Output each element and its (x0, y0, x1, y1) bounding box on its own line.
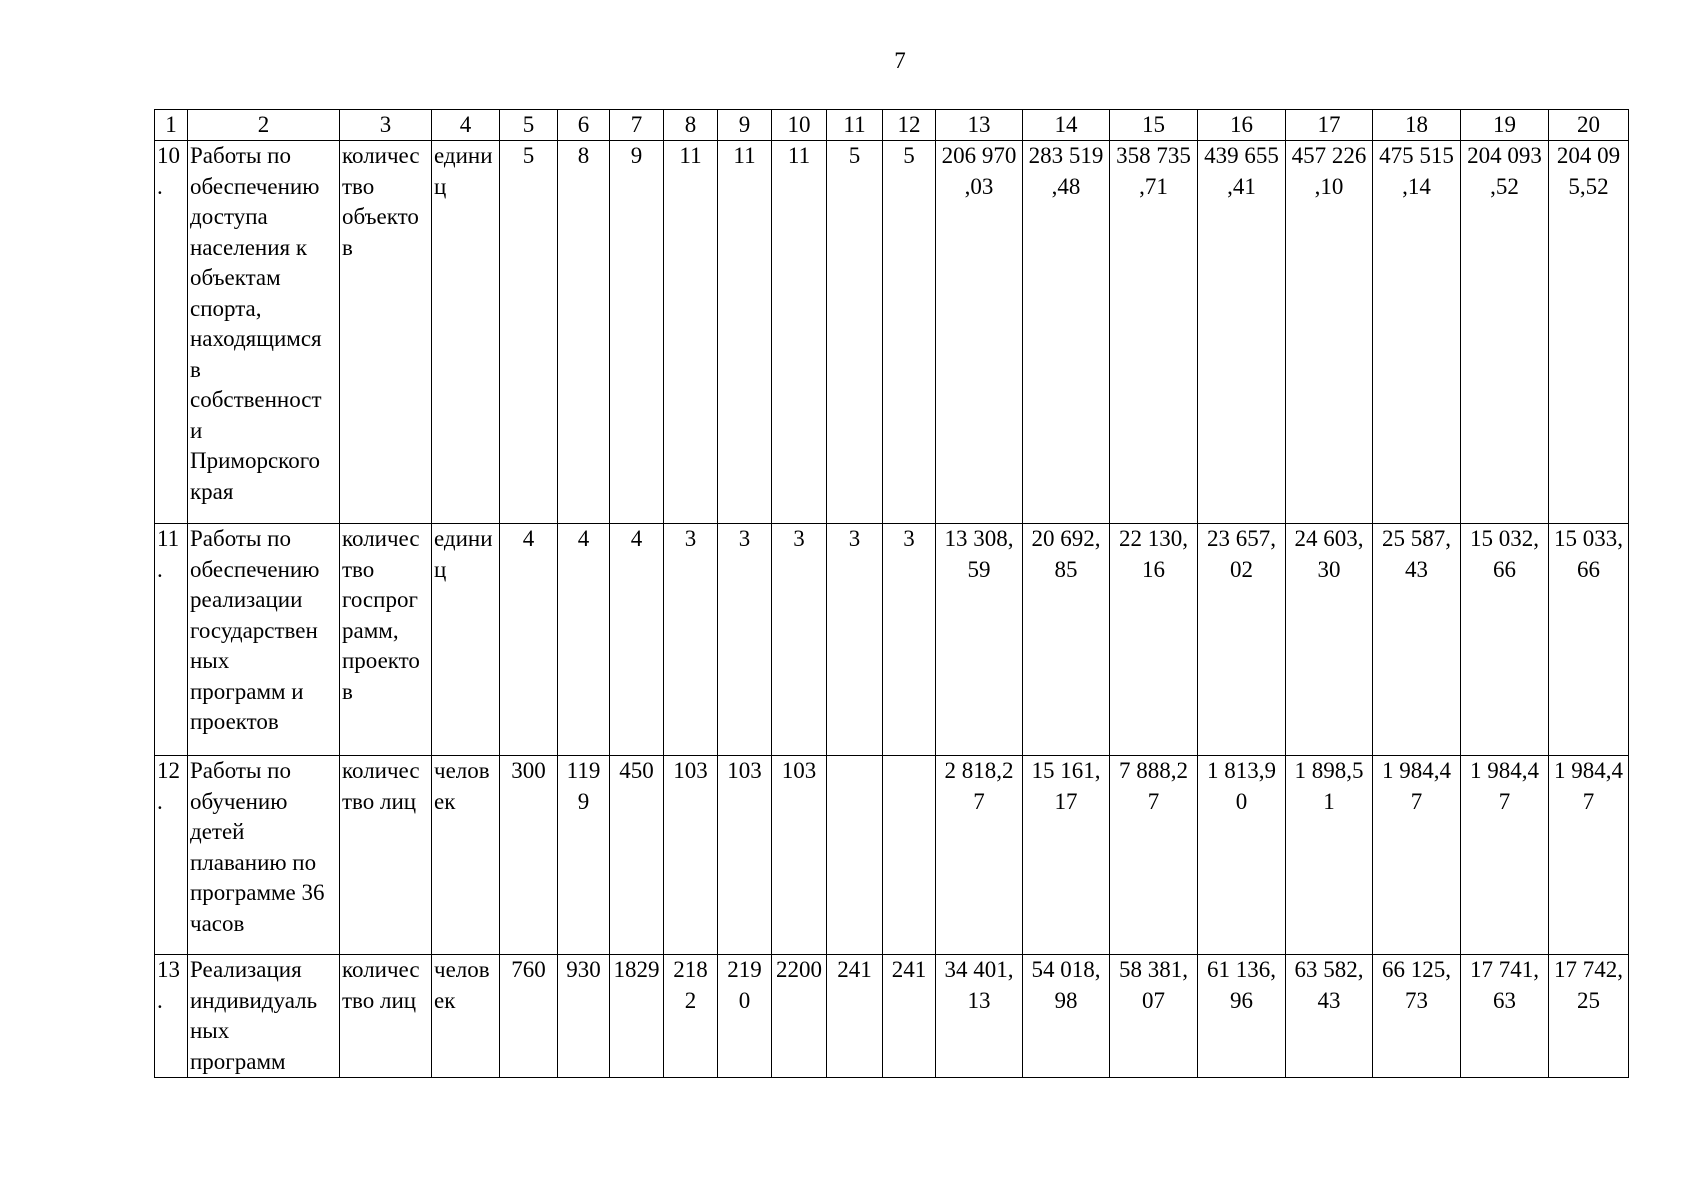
value-cell (664, 955, 718, 1078)
value-cell-line: 16 (1142, 556, 1165, 582)
work-name-line: объектам (190, 265, 281, 290)
column-header: 6 (558, 110, 610, 141)
work-name-line: населения к (190, 234, 308, 260)
value-cell (883, 524, 936, 756)
work-name-line: доступа (190, 204, 268, 229)
value-cell (500, 141, 558, 524)
unit-name (432, 955, 500, 1078)
indicator-name-line: объекто (342, 204, 419, 229)
value-cell (936, 955, 1023, 1078)
value-cell (827, 141, 883, 524)
work-name (188, 955, 340, 1078)
value-cell-line: 119 (566, 758, 601, 783)
table-row (155, 524, 1629, 756)
value-cell-line: 22 130, (1119, 526, 1188, 551)
work-name-line: Работы по (190, 143, 291, 168)
work-name-line: индивидуаль (190, 987, 318, 1013)
value-cell-line: 450 (619, 758, 654, 783)
value-cell-line: 5 (848, 143, 861, 168)
value-cell-line: 66 (1577, 556, 1600, 582)
row-number-line: . (157, 556, 163, 582)
value-cell (500, 524, 558, 756)
value-cell-line: 63 (1493, 987, 1516, 1013)
value-cell-line: 9 (630, 143, 643, 168)
value-cell (558, 524, 610, 756)
value-cell (558, 756, 610, 955)
value-cell-line: 3 (903, 526, 915, 551)
value-cell-line: 7 (973, 788, 985, 814)
value-cell-line: 439 655 (1204, 143, 1279, 168)
value-cell-line: 66 125, (1382, 957, 1451, 982)
value-cell-line: 1 984,4 (1382, 758, 1451, 783)
value-cell (772, 141, 827, 524)
value-cell (610, 955, 664, 1078)
value-cell-line: 475 515 (1379, 143, 1454, 168)
value-cell (1198, 955, 1286, 1078)
unit-name-line: ц (434, 173, 447, 199)
indicator-name-line: рамм, (342, 617, 399, 643)
unit-name (432, 141, 500, 524)
value-cell-line: 1 (1323, 788, 1335, 814)
row-number (155, 756, 188, 955)
unit-name-line: едини (434, 526, 493, 551)
row-number-line: . (157, 173, 163, 199)
value-cell-line: 1 984,4 (1554, 758, 1623, 783)
value-cell-line: 103 (781, 758, 817, 783)
unit-name (432, 756, 500, 955)
value-cell-line: 02 (1230, 556, 1253, 582)
column-header: 12 (883, 110, 936, 141)
value-cell-line: 4 (522, 526, 535, 551)
column-header: 14 (1023, 110, 1110, 141)
indicator-name-line: в (342, 234, 353, 260)
value-cell (1286, 955, 1373, 1078)
value-cell-line: 43 (1405, 556, 1428, 582)
row-number-line: 12 (157, 758, 180, 783)
value-cell-line: 25 (1577, 987, 1600, 1013)
work-name-line: проектов (190, 709, 279, 734)
indicator-name-line: количес (342, 143, 420, 168)
column-header: 9 (718, 110, 772, 141)
row-number-line: 11 (157, 526, 180, 551)
work-name-line: Работы по (190, 526, 291, 551)
value-cell-line: 358 735 (1116, 143, 1191, 168)
row-number-line: . (157, 987, 163, 1013)
indicator-name (340, 524, 432, 756)
column-header: 15 (1110, 110, 1198, 141)
value-cell-line: ,14 (1402, 173, 1431, 199)
value-cell-line: 61 136, (1207, 957, 1276, 982)
value-cell-line: 5 (522, 143, 535, 168)
column-header: 2 (188, 110, 340, 141)
work-name-line: реализации (190, 587, 303, 612)
value-cell (500, 955, 558, 1078)
work-name-line: находящимся (190, 326, 322, 351)
indicator-name-line: госпрог (342, 587, 418, 612)
value-cell-line: 15 032, (1470, 526, 1539, 551)
value-cell-line: 1 984,4 (1470, 758, 1539, 783)
value-cell-line: 103 (673, 758, 708, 783)
value-cell (610, 141, 664, 524)
value-cell (718, 955, 772, 1078)
value-cell-line: 3 (793, 526, 805, 551)
column-header: 4 (432, 110, 500, 141)
value-cell-line: 3 (684, 526, 697, 551)
value-cell-line: 7 (1498, 788, 1511, 814)
value-cell-line: 1 813,9 (1207, 758, 1276, 783)
work-name-line: Приморского (190, 448, 321, 473)
value-cell-line: 23 657, (1207, 526, 1276, 551)
value-cell-line: 1829 (613, 957, 660, 982)
value-cell (718, 756, 772, 955)
value-cell-line: 219 (727, 957, 762, 982)
value-cell-line: 13 308, (944, 526, 1014, 551)
indicator-name-line: количес (342, 526, 420, 551)
value-cell (827, 756, 883, 955)
value-cell (610, 524, 664, 756)
work-name-line: часов (190, 910, 245, 936)
value-cell (1373, 524, 1461, 756)
value-cell-line: 300 (511, 758, 546, 783)
value-cell-line: 34 401, (944, 957, 1014, 982)
value-cell (718, 524, 772, 756)
value-cell-line: 96 (1230, 987, 1253, 1013)
value-cell (1110, 756, 1198, 955)
work-name-line: ных (190, 1018, 230, 1043)
value-cell-line: ,41 (1227, 173, 1256, 199)
value-cell-line: 930 (566, 957, 601, 982)
value-cell-line: 63 582, (1294, 957, 1364, 982)
work-name (188, 524, 340, 756)
value-cell-line: 43 (1317, 987, 1341, 1013)
value-cell-line: 457 226 (1291, 143, 1367, 168)
work-name-line: и (190, 417, 203, 443)
column-header: 17 (1286, 110, 1373, 141)
value-cell-line: 3 (848, 526, 861, 551)
value-cell-line: ,03 (964, 173, 994, 199)
value-cell (936, 524, 1023, 756)
value-cell-line: 4 (630, 526, 643, 551)
value-cell (772, 524, 827, 756)
indicator-name-line: проекто (342, 648, 420, 673)
value-cell (883, 141, 936, 524)
value-cell-line: 17 (1054, 788, 1078, 814)
unit-name-line: ек (434, 788, 456, 814)
unit-name-line: ек (434, 987, 456, 1013)
value-cell (1198, 141, 1286, 524)
value-cell (1023, 524, 1110, 756)
value-cell-line: 241 (837, 957, 872, 982)
indicator-name-line: тво (342, 173, 375, 199)
value-cell (936, 756, 1023, 955)
value-cell-line: 98 (1054, 987, 1078, 1013)
value-cell-line: 17 742, (1554, 957, 1623, 982)
unit-name-line: челов (434, 957, 490, 982)
indicator-name-line: количес (342, 758, 420, 783)
value-cell (1373, 756, 1461, 955)
value-cell-line: 760 (511, 957, 546, 982)
value-cell (827, 955, 883, 1078)
value-cell-line: 58 381, (1119, 957, 1188, 982)
header-row (155, 110, 1629, 141)
value-cell (1461, 524, 1549, 756)
column-header: 8 (664, 110, 718, 141)
value-cell-line: 7 888,2 (1119, 758, 1188, 783)
work-name-line: государствен (190, 617, 318, 643)
column-header: 13 (936, 110, 1023, 141)
value-cell-line: 5,52 (1568, 173, 1609, 199)
value-cell (664, 756, 718, 955)
value-cell (1023, 141, 1110, 524)
value-cell (827, 524, 883, 756)
value-cell (1286, 141, 1373, 524)
row-number (155, 141, 188, 524)
column-header: 10 (772, 110, 827, 141)
value-cell-line: ,52 (1490, 173, 1519, 199)
table-row (155, 141, 1629, 524)
value-cell (1023, 955, 1110, 1078)
indicator-name (340, 756, 432, 955)
value-cell (1549, 524, 1629, 756)
value-cell (1461, 141, 1549, 524)
value-cell-line: ,10 (1314, 173, 1344, 199)
value-cell-line: 2200 (776, 957, 822, 982)
value-cell (1023, 756, 1110, 955)
value-cell (664, 141, 718, 524)
value-cell (664, 524, 718, 756)
value-cell (1198, 756, 1286, 955)
value-cell (1198, 524, 1286, 756)
work-name-line: детей (190, 819, 245, 844)
work-name-line: Реализация (190, 957, 302, 982)
value-cell (1549, 955, 1629, 1078)
value-cell-line: 59 (967, 556, 991, 582)
value-cell-line: 206 970 (941, 143, 1017, 168)
value-cell-line: 9 (577, 788, 590, 814)
work-name-line: обеспечению (190, 556, 320, 582)
unit-name (432, 524, 500, 756)
value-cell-line: 5 (903, 143, 915, 168)
column-header: 3 (340, 110, 432, 141)
value-cell-line: 7 (1410, 788, 1423, 814)
value-cell-line: 15 161, (1031, 758, 1101, 783)
value-cell (1110, 524, 1198, 756)
value-cell (558, 141, 610, 524)
value-cell-line: 25 587, (1382, 526, 1451, 551)
row-number (155, 524, 188, 756)
value-cell-line: 13 (967, 987, 991, 1013)
value-cell-line: 11 (679, 143, 702, 168)
data-table (154, 109, 1629, 1078)
unit-name-line: челов (434, 758, 490, 783)
value-cell-line: 0 (738, 987, 751, 1013)
table-row (155, 756, 1629, 955)
indicator-name-line: тво (342, 556, 375, 582)
indicator-name-line: тво лиц (342, 788, 417, 814)
value-cell-line: 30 (1317, 556, 1341, 582)
indicator-name-line: количес (342, 957, 420, 982)
column-header: 11 (827, 110, 883, 141)
work-name-line: обеспечению (190, 173, 320, 199)
value-cell-line: 73 (1405, 987, 1428, 1013)
indicator-name (340, 141, 432, 524)
column-header: 19 (1461, 110, 1549, 141)
value-cell-line: 24 603, (1294, 526, 1364, 551)
value-cell (883, 955, 936, 1078)
value-cell (1286, 756, 1373, 955)
value-cell-line: 7 (1582, 788, 1595, 814)
work-name (188, 141, 340, 524)
work-name-line: программ (190, 1048, 286, 1074)
value-cell-line: 15 033, (1554, 526, 1623, 551)
value-cell (1549, 141, 1629, 524)
value-cell-line: 66 (1493, 556, 1516, 582)
value-cell-line: ,48 (1051, 173, 1081, 199)
value-cell-line: 0 (1235, 788, 1248, 814)
value-cell (1549, 756, 1629, 955)
work-name-line: в (190, 356, 201, 382)
work-name-line: Работы по (190, 758, 291, 783)
column-header: 5 (500, 110, 558, 141)
value-cell (1373, 955, 1461, 1078)
indicator-name-line: тво лиц (342, 987, 417, 1013)
value-cell (772, 955, 827, 1078)
value-cell (1286, 524, 1373, 756)
work-name (188, 756, 340, 955)
value-cell-line: 85 (1054, 556, 1078, 582)
unit-name-line: едини (434, 143, 493, 168)
value-cell (610, 756, 664, 955)
value-cell-line: 11 (787, 143, 811, 168)
unit-name-line: ц (434, 556, 447, 582)
value-cell (883, 756, 936, 955)
work-name-line: плаванию по (190, 849, 317, 875)
value-cell-line: 20 692, (1031, 526, 1101, 551)
row-number (155, 955, 188, 1078)
value-cell-line: 4 (577, 526, 590, 551)
value-cell-line: 2 818,2 (944, 758, 1014, 783)
value-cell-line: 11 (733, 143, 756, 168)
value-cell (1110, 955, 1198, 1078)
value-cell-line: 241 (891, 957, 927, 982)
indicator-name-line: в (342, 678, 353, 704)
page-number: 7 (894, 48, 906, 73)
value-cell-line: 2 (684, 987, 697, 1013)
value-cell (1461, 955, 1549, 1078)
value-cell-line: 54 018, (1031, 957, 1101, 982)
value-cell-line: 7 (1147, 788, 1160, 814)
row-number-line: 13 (157, 957, 180, 982)
indicator-name (340, 955, 432, 1078)
column-header: 1 (155, 110, 188, 141)
value-cell-line: 8 (577, 143, 590, 168)
work-name-line: программе 36 (190, 880, 325, 905)
value-cell (1110, 141, 1198, 524)
value-cell-line: 1 898,5 (1294, 758, 1364, 783)
table-row (155, 955, 1629, 1078)
value-cell (558, 955, 610, 1078)
value-cell (772, 756, 827, 955)
value-cell-line: 17 741, (1470, 957, 1539, 982)
column-header: 18 (1373, 110, 1461, 141)
column-header: 20 (1549, 110, 1629, 141)
column-header: 7 (610, 110, 664, 141)
work-name-line: собственност (190, 387, 322, 412)
value-cell-line: 204 09 (1556, 143, 1621, 168)
row-number-line: 10 (157, 143, 180, 168)
work-name-line: обучению (190, 788, 288, 814)
column-header: 16 (1198, 110, 1286, 141)
value-cell-line: 103 (727, 758, 762, 783)
value-cell-line: ,71 (1139, 173, 1168, 199)
work-name-line: спорта, (190, 295, 262, 321)
value-cell-line: 283 519 (1028, 143, 1104, 168)
value-cell-line: 218 (673, 957, 708, 982)
value-cell-line: 204 093 (1467, 143, 1542, 168)
value-cell-line: 07 (1142, 987, 1165, 1013)
value-cell (718, 141, 772, 524)
value-cell (936, 141, 1023, 524)
value-cell (500, 756, 558, 955)
value-cell (1461, 756, 1549, 955)
work-name-line: программ и (190, 678, 304, 704)
work-name-line: края (190, 478, 234, 504)
value-cell (1373, 141, 1461, 524)
work-name-line: ных (190, 648, 230, 673)
value-cell-line: 3 (738, 526, 751, 551)
row-number-line: . (157, 788, 163, 814)
